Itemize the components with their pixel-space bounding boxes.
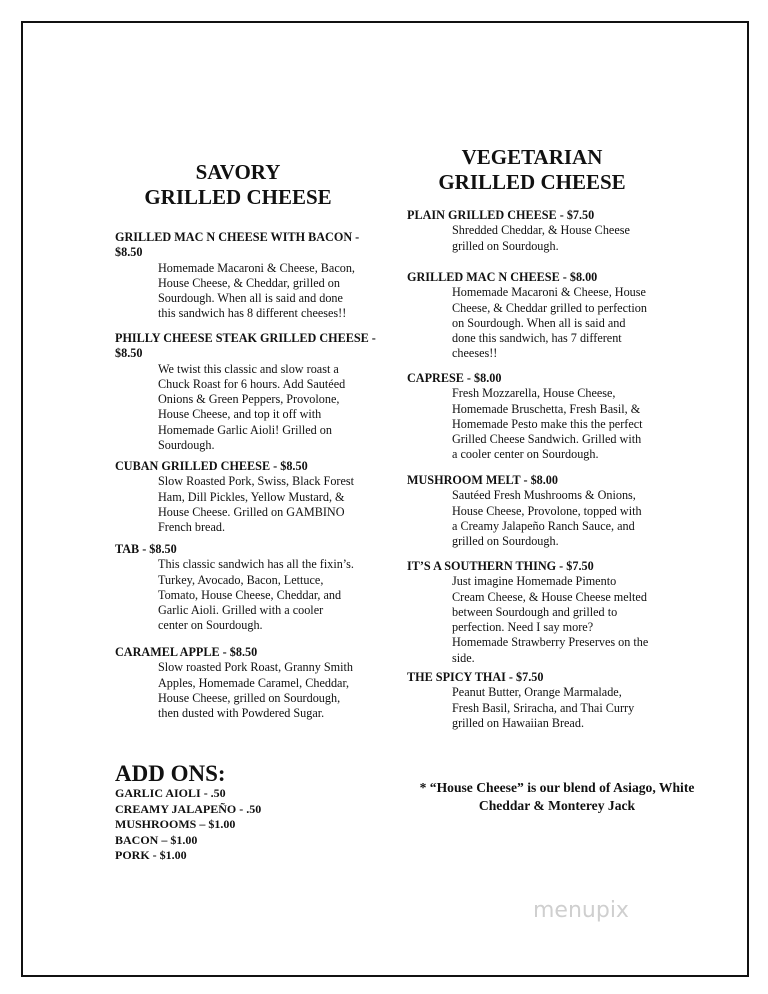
description-line: Chuck Roast for 6 hours. Add Sautéed <box>158 376 346 391</box>
menupix-watermark: menupix <box>533 898 629 923</box>
description-line: House Cheese, & Cheddar, grilled on <box>158 275 340 290</box>
description-line: a Creamy Jalapeño Ranch Sauce, and <box>452 518 635 533</box>
description-line: grilled on Sourdough. <box>452 238 559 253</box>
description-line: Turkey, Avocado, Bacon, Lettuce, <box>158 572 324 587</box>
description-line: cheeses!! <box>452 346 498 361</box>
menu-item-name: IT’S A SOUTHERN THING - $7.50 <box>407 559 594 573</box>
description-line: House Cheese, Provolone, topped with <box>452 503 642 518</box>
description-line: Shredded Cheddar, & House Cheese <box>452 223 630 238</box>
add-on-item: GARLIC AIOLI - .50 <box>115 786 226 800</box>
description-line: House Cheese. Grilled on GAMBINO <box>158 504 345 519</box>
menu-item <box>115 459 380 535</box>
description-line: This classic sandwich has all the fixin’s. <box>158 557 354 572</box>
add-ons-section <box>115 762 261 864</box>
vegetarian-title-line1: VEGETARIAN <box>461 145 603 169</box>
menu-item <box>407 559 648 666</box>
description-line: French bread. <box>158 520 226 535</box>
menu-item-name: CUBAN GRILLED CHEESE - $8.50 <box>115 459 308 473</box>
description-line: Homemade Strawberry Preserves on the <box>452 635 649 650</box>
menu-item-name: GRILLED MAC N CHEESE WITH BACON - $8.50 <box>115 230 360 260</box>
description-line: Tomato, House Cheese, Cheddar, and <box>158 587 342 602</box>
description-line: between Sourdough and grilled to <box>452 604 618 619</box>
description-line: side. <box>452 650 475 665</box>
description-line: Slow Roasted Pork, Swiss, Black Forest <box>158 474 355 489</box>
menu-item-name: PLAIN GRILLED CHEESE - $7.50 <box>407 208 595 222</box>
menu-item <box>407 270 647 362</box>
description-line: House Cheese, and top it off with <box>158 407 322 422</box>
menu-item <box>115 331 380 453</box>
description-line: Fresh Mozzarella, House Cheese, <box>452 386 616 401</box>
vegetarian-title-line2: GRILLED CHEESE <box>438 170 626 194</box>
add-on-item: CREAMY JALAPEÑO - .50 <box>115 801 262 816</box>
menu-item-name: PHILLY CHEESE STEAK GRILLED CHEESE - $8.50 <box>115 331 376 361</box>
description-line: then dusted with Powdered Sugar. <box>158 706 325 721</box>
description-line: Sautéed Fresh Mushrooms & Onions, <box>452 488 636 503</box>
description-line: done this sandwich, has 7 different <box>452 331 622 346</box>
description-line: Peanut Butter, Orange Marmalade, <box>452 685 622 700</box>
description-line: Just imagine Homemade Pimento <box>452 574 617 589</box>
menu-item-description <box>407 386 643 462</box>
description-line: Onions & Green Peppers, Provolone, <box>158 392 340 407</box>
menu-item-name: TAB - $8.50 <box>115 542 177 556</box>
savory-title-line2: GRILLED CHEESE <box>144 185 332 209</box>
menu-item-name: THE SPICY THAI - $7.50 <box>407 670 544 684</box>
description-line: Apples, Homemade Caramel, Cheddar, <box>158 675 350 690</box>
description-line: Homemade Bruschetta, Fresh Basil, & <box>452 401 641 416</box>
add-on-item: MUSHROOMS – $1.00 <box>115 817 236 832</box>
description-line: this sandwich has 8 different cheeses!! <box>158 306 347 321</box>
menu-item <box>115 542 380 634</box>
menu-item-name: MUSHROOM MELT - $8.00 <box>407 473 558 487</box>
house-cheese-note: * “House Cheese” is our blend of Asiago, White Cheddar & Monterey Jack <box>419 780 695 813</box>
add-on-item: PORK - $1.00 <box>115 848 187 863</box>
description-line: a cooler center on Sourdough. <box>452 447 599 462</box>
description-line: Cream Cheese, & House Cheese melted <box>452 589 647 604</box>
add-on-item: BACON – $1.00 <box>115 832 198 847</box>
description-line: grilled on Sourdough. <box>452 534 559 549</box>
menu-item-description <box>115 474 380 535</box>
menu-item <box>407 473 642 549</box>
savory-title-line1: SAVORY <box>195 160 281 184</box>
description-line: Slow roasted Pork Roast, Granny Smith <box>158 660 353 675</box>
description-line: Sourdough. When all is said and done <box>158 291 343 306</box>
menu-item-name: CARAMEL APPLE - $8.50 <box>115 645 258 659</box>
menu-item-description <box>407 685 634 731</box>
menu-item <box>407 371 643 463</box>
menu-item-description <box>407 488 642 549</box>
menu-item <box>115 230 380 322</box>
description-line: Garlic Aioli. Grilled with a cooler <box>158 603 324 618</box>
description-line: Homemade Pesto make this the perfect <box>452 416 643 431</box>
description-line: Sourdough. <box>158 438 215 453</box>
description-line: Homemade Macaroni & Cheese, Bacon, <box>158 260 355 275</box>
menu-item-name: GRILLED MAC N CHEESE - $8.00 <box>407 270 598 284</box>
description-line: Homemade Garlic Aioli! Grilled on <box>158 422 332 437</box>
menu-item-description <box>115 362 380 454</box>
description-line: center on Sourdough. <box>158 618 263 633</box>
description-line: House Cheese, grilled on Sourdough, <box>158 690 341 705</box>
add-ons-title: ADD ONS: <box>115 761 226 786</box>
description-line: We twist this classic and slow roast a <box>158 361 339 376</box>
description-line: Homemade Macaroni & Cheese, House <box>452 285 646 300</box>
menu-item-description <box>115 261 380 322</box>
description-line: Ham, Dill Pickles, Yellow Mustard, & <box>158 489 345 504</box>
description-line: on Sourdough. When all is said and <box>452 315 626 330</box>
menu-item <box>407 208 630 254</box>
description-line: Grilled Cheese Sandwich. Grilled with <box>452 432 642 447</box>
menu-item-description <box>407 574 648 666</box>
description-line: Fresh Basil, Sriracha, and Thai Curry <box>452 700 635 715</box>
description-line: perfection. Need I say more? <box>452 620 594 635</box>
savory-heading <box>110 160 366 210</box>
menu-item <box>407 670 634 731</box>
menu-item-description <box>407 223 630 254</box>
description-line: grilled on Hawaiian Bread. <box>452 715 584 730</box>
vegetarian-heading <box>402 145 662 195</box>
menu-item-description <box>115 660 380 721</box>
menu-item-description <box>407 285 647 361</box>
menu-item-name: CAPRESE - $8.00 <box>407 371 502 385</box>
menu-item <box>115 645 380 721</box>
description-line: Cheese, & Cheddar grilled to perfection <box>452 300 647 315</box>
menu-item-description <box>115 557 380 633</box>
